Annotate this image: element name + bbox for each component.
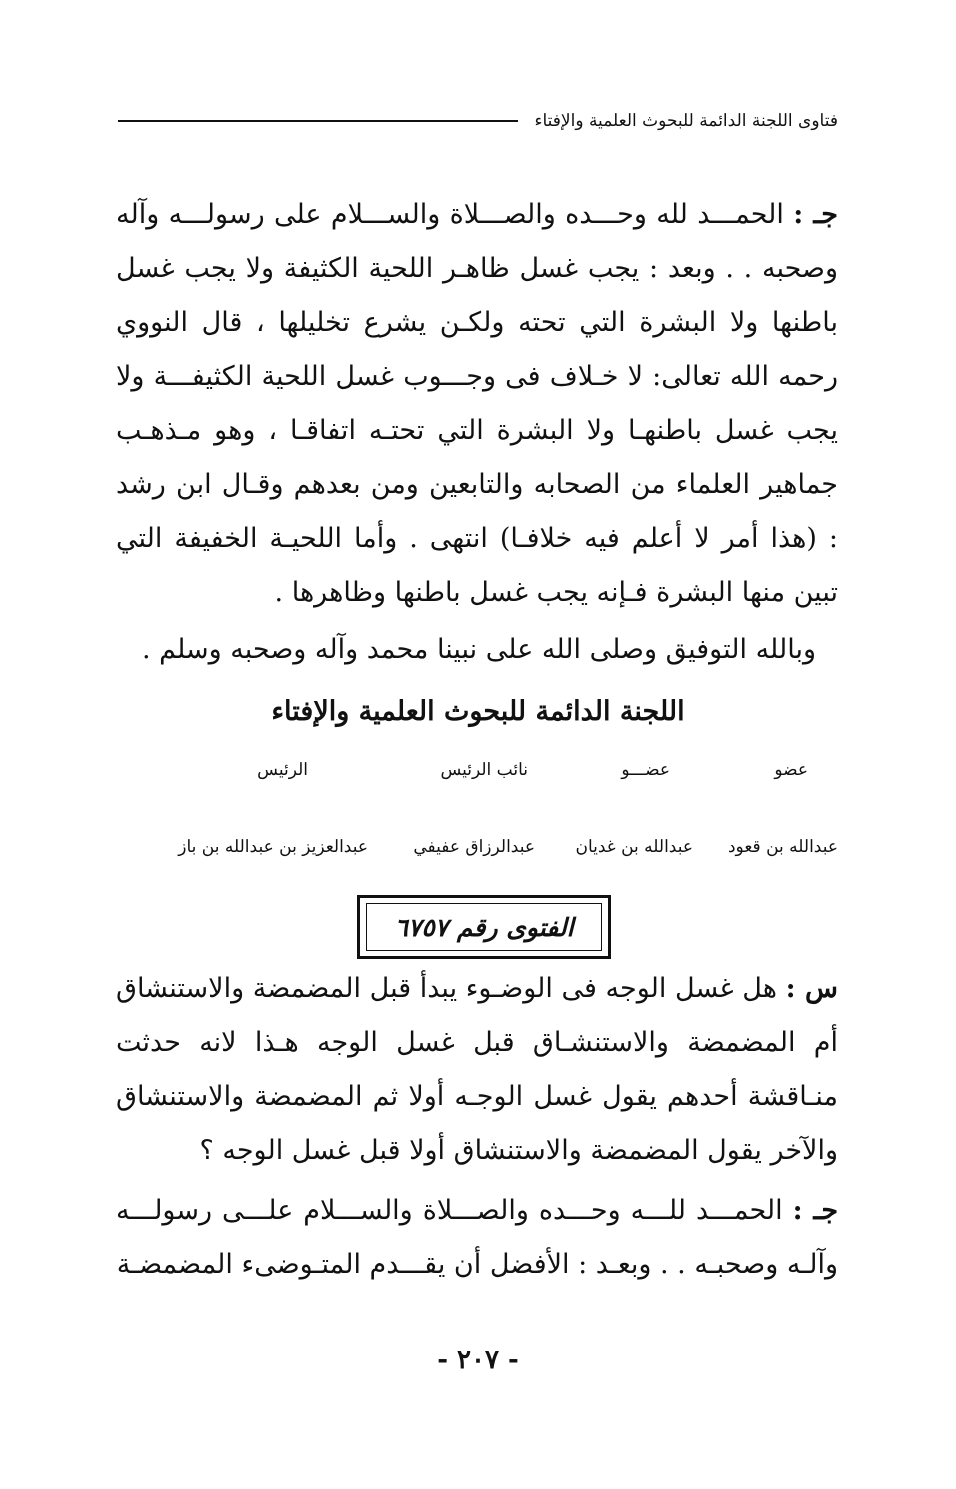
question-text: هل غسل الوجه فى الوضـوء يبدأ قبل المضمضة والاستنشاق أم المضمضة والاستنشـاق قبل غسل الوجه هـذا لانه حدثت منـاقشة أحدهم يقول غسل الوجـه أولا ثم المضمضة والاستنشاق والآخر يقول المضمضة والاستنشاق أولا قبل غسل الوجه ؟ <box>116 973 838 1166</box>
member-name-4: عبدالعزيز بن عبدالله بن باز <box>178 837 368 857</box>
role-president: الرئيس <box>257 760 308 780</box>
question-paragraph <box>116 962 838 1178</box>
running-title: فتاوى اللجنة الدائمة للبحوث العلمية والإفتاء <box>534 111 838 131</box>
answer-text: الحمـــد لله وحـــده والصـــلاة والســـلام على رسولـــه وآله وصحبه . . وبعد : يجب غسل ظاهـر اللحية الكثيفة ولا يجب غسل باطنها ولا البشرة التي تحته ولكـن يشرع تخليلها ، قال النووي رحمه الله تعالى: لا خـلاف فى وجـــوب غسل اللحية الكثيفـــة ولا يجب غسل باطنهـا ولا البشرة التي تحتـه اتفاقـا ، وهو مـذهـب جماهير العلماء من الصحابه والتابعين ومن بعدهم وقـال ابن رشد : (هذا أمر لا أعلم فيه خلافـا) انتهى . وأما اللحيـة الخفيفة التي تبين منها البشرة فـإنه يجب غسل باطنها وظاهرها . <box>116 199 838 608</box>
running-header <box>118 104 838 138</box>
committee-title: اللجنة الدائمة للبحوث العلمية والإفتاء <box>271 696 685 727</box>
role-member-2: عضـــو <box>621 760 670 780</box>
role-member-1: عضو <box>774 760 808 780</box>
answer-paragraph-1 <box>116 188 838 620</box>
answer-paragraph-2 <box>116 1184 838 1292</box>
committee-names <box>116 832 838 862</box>
page-number: - ٢٠٧ - <box>437 1345 519 1375</box>
answer-text-2: الحمـــد للـــه وحـــده والصـــلاة والســـلام علـــى رسولـــه وآلـه وصحبـه . . وبعـد : الأفضل أن يقـــدم المتـوضىء المضمضـة <box>116 1195 838 1280</box>
member-name-3: عبدالرزاق عفيفي <box>413 837 535 857</box>
closing-line: وبالله التوفيق وصلى الله على نبينا محمد وآله وصحبه وسلم . <box>141 634 816 665</box>
answer-lead-2: جـ : <box>792 1195 839 1226</box>
committee-roles <box>116 755 838 785</box>
answer-lead: جـ : <box>793 199 838 230</box>
member-name-2: عبدالله بن غديان <box>575 837 693 857</box>
question-lead: س : <box>785 973 838 1004</box>
fatwa-number-box <box>357 895 611 959</box>
role-vice-president: نائب الرئيس <box>440 760 528 780</box>
header-rule <box>118 120 518 122</box>
fatwa-number: الفتوى رقم ٦٧٥٧ <box>366 903 602 951</box>
member-name-1: عبدالله بن قعود <box>727 837 838 857</box>
